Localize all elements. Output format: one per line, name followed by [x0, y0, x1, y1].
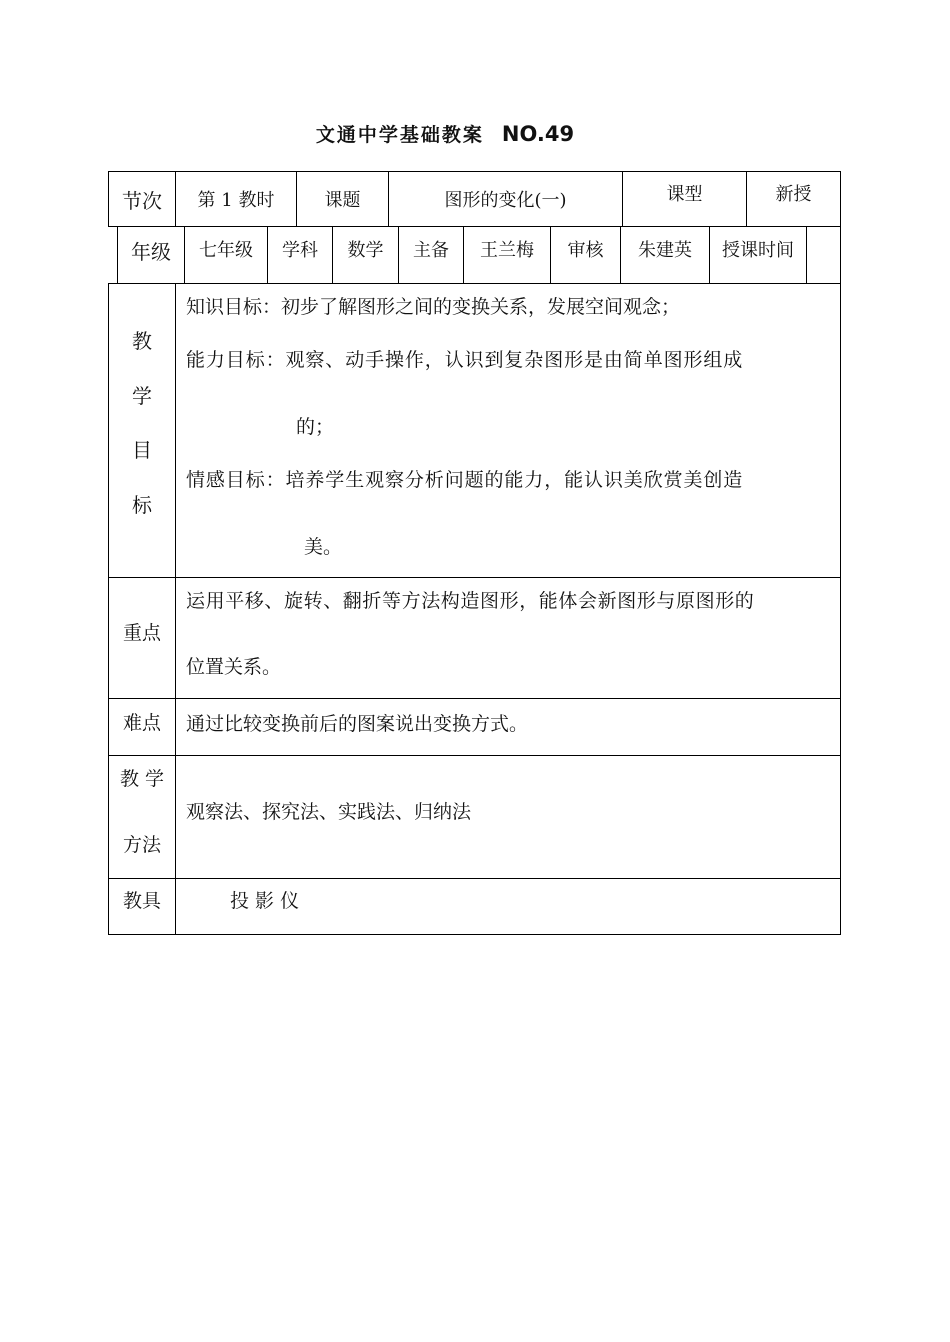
preparer-label: 主备 [413, 240, 449, 261]
emotion-objective-line1: 情感目标：培养学生观察分析问题的能力，能认识美欣赏美创造 [186, 469, 744, 491]
ability-objective-line2: 的； [296, 416, 335, 438]
ability-objective-line1: 能力目标：观察、动手操作，认识到复杂图形是由简单图形组成 [186, 349, 744, 371]
grade-label: 年级 [131, 240, 171, 264]
key-points-label: 重点 [122, 622, 161, 644]
preparer-value: 王兰梅 [480, 240, 534, 261]
key-points-line2: 位置关系。 [186, 656, 282, 678]
time-label: 授课时间 [722, 240, 794, 261]
emotion-objective-line2: 美。 [304, 536, 343, 558]
methods-label-line1: 教 学 [119, 768, 165, 790]
reviewer-value: 朱建英 [638, 240, 692, 261]
grade-value: 七年级 [199, 240, 253, 261]
document-title [0, 120, 950, 147]
subject-label: 学科 [282, 240, 318, 261]
key-points-line1: 运用平移、旋转、翻折等方法构造图形，能体会新图形与原图形的 [186, 590, 755, 612]
section-value: 第 1 教时 [197, 190, 275, 211]
objectives-label-char-4: 标 [132, 493, 152, 517]
section-label: 节次 [122, 188, 162, 213]
reviewer-label: 审核 [567, 240, 604, 261]
difficulties-label: 难点 [122, 712, 161, 734]
objectives-label-char-2: 学 [132, 384, 152, 408]
objectives-label-char-3: 目 [132, 438, 152, 462]
methods-text: 观察法、探究法、实践法、归纳法 [186, 801, 472, 823]
lesson-number: NO.49 [501, 122, 575, 146]
school-title: 文通中学基础教案 [315, 124, 484, 146]
subject-value: 数学 [347, 240, 384, 261]
methods-label-line2: 方法 [122, 834, 161, 856]
topic-value: 图形的变化(一) [444, 190, 567, 211]
topic-label: 课题 [324, 190, 361, 211]
difficulties-text: 通过比较变换前后的图案说出变换方式。 [186, 713, 529, 735]
objectives-label-char-1: 教 [132, 329, 152, 353]
type-value: 新授 [775, 184, 812, 205]
knowledge-objective: 知识目标：初步了解图形之间的变换关系，发展空间观念； [186, 296, 681, 318]
tools-text: 投 影 仪 [230, 890, 300, 912]
type-label: 课型 [666, 184, 703, 205]
tools-label: 教具 [122, 890, 161, 912]
